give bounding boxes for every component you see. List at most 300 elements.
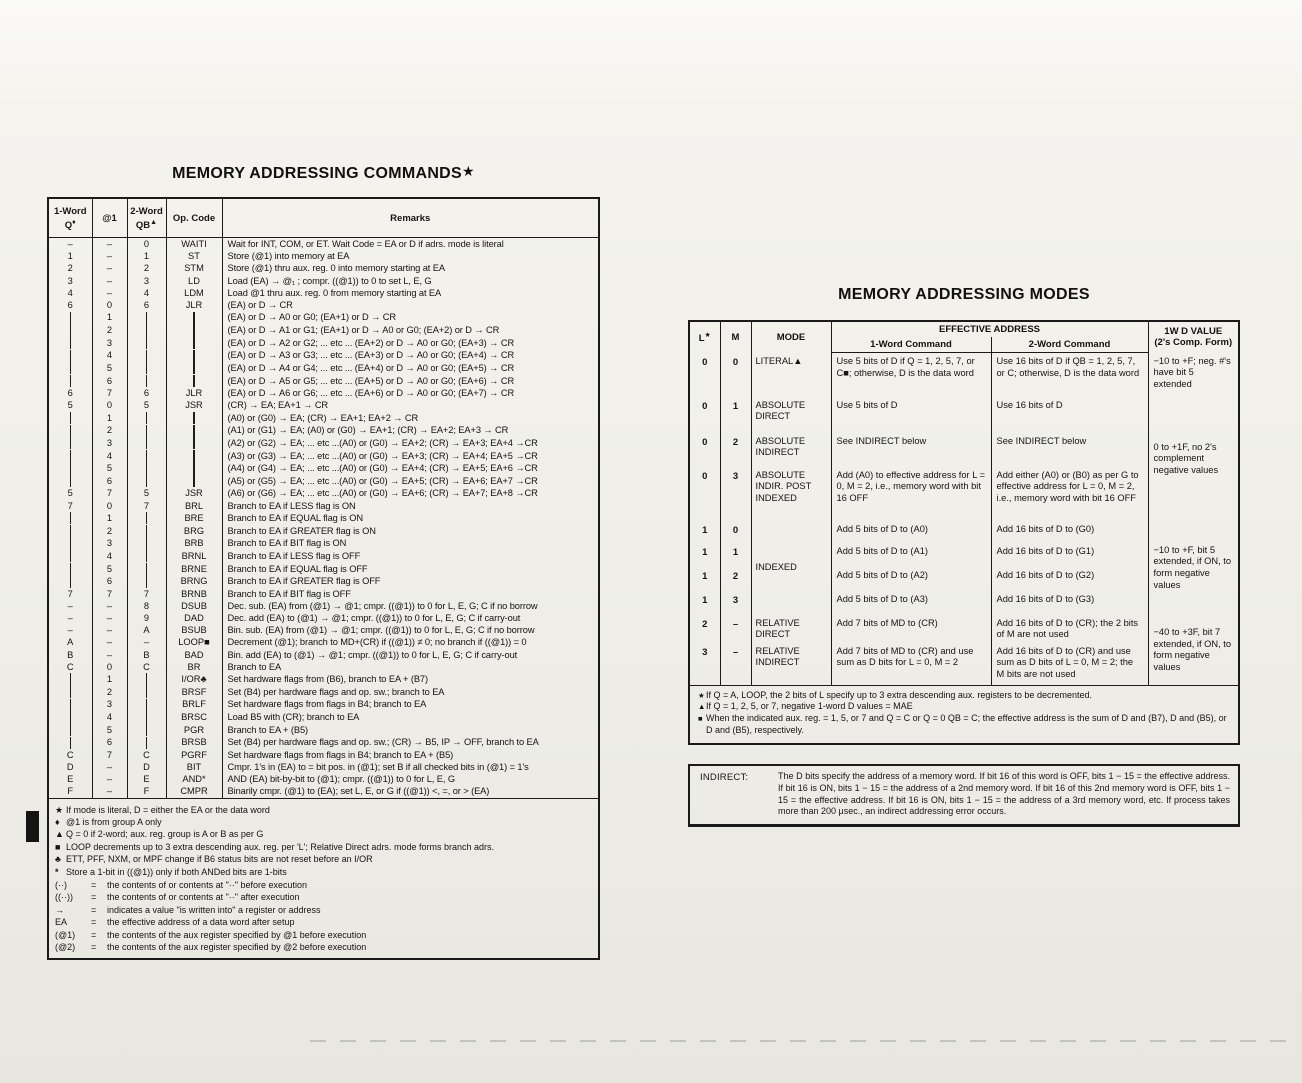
cell-at1: – [92,624,127,636]
command-row [49,475,598,488]
command-row [49,624,598,636]
cell-q [49,349,92,362]
cell-mode: ABSOLUTE INDIR. POST INDEXED [751,467,831,521]
col-header-2word-qb: 2-Word QB▲ [127,199,166,238]
cell-at1: 0 [92,661,127,673]
cell-remarks: Branch to EA if EQUAL flag is ON [227,512,363,523]
cell-q: – [49,600,92,612]
command-row [49,500,598,512]
cell-q: 1 [49,250,92,262]
cell-opcode: BRLF [166,698,222,711]
cell-mode: RELATIVE INDIRECT [751,643,831,685]
continuation-bar [146,475,147,487]
cell-1word: Add 5 bits of D to (A1) [831,543,991,567]
cell-qb: 8 [127,600,166,612]
cell-at1: 6 [92,475,127,488]
cell-opcode: CMPR [166,785,222,797]
cell-q: C [49,661,92,673]
cell-remarks: Decrement (@1); branch to MD+(CR) if ((@1)) ≠ 0; no branch if ((@1)) = 0 [227,637,527,648]
continuation-bar [70,412,71,424]
command-row [49,686,598,699]
cell-opcode: BRNE [166,562,222,575]
cell-mode: ABSOLUTE DIRECT [751,397,831,433]
cell-remarks: AND (EA) bit-by-bit to (@1); cmpr. ((@1)) to 0 for L, E, G [227,774,455,785]
cell-qb [127,311,166,324]
cell-at1: 1 [92,673,127,686]
cell-m: 2 [720,433,751,467]
cell-qb [127,550,166,563]
cell-remarks: (EA) or D → CR [227,300,293,311]
continuation-bar [70,686,71,698]
cell-qb: 5 [127,487,166,499]
cell-qb [127,374,166,387]
continuation-bar [70,563,71,575]
cell-q [49,698,92,711]
cell-at1: – [92,761,127,773]
cell-mode: INDEXED [751,521,831,615]
cell-qb [127,424,166,437]
cell-opcode: BRNG [166,575,222,588]
cell-remarks: (A0) or (G0) → EA; (CR) → EA+1; EA+2 → CR [227,412,419,423]
cell-opcode: LDM [166,287,222,299]
col-header-l: L★ [690,322,720,353]
command-row [49,512,598,525]
cell-opcode: BIT [166,761,222,773]
cell-q [49,475,92,488]
continuation-bar [146,724,147,736]
modes-header-row-1 [690,322,1238,337]
continuation-bar [70,324,71,336]
cell-opcode: JSR [166,399,222,411]
cell-qb [127,575,166,588]
continuation-bar [146,437,147,449]
cell-q [49,337,92,350]
cell-qb: 7 [127,500,166,512]
legend-term: → [55,904,64,915]
continuation-bar [146,450,147,462]
cell-at1: 1 [92,411,127,424]
continuation-bar [70,350,71,362]
cell-remarks: Branch to EA if BIT flag is ON [227,538,347,549]
cell-q [49,673,92,686]
cell-q: 2 [49,262,92,274]
legend-term: EA [55,917,68,928]
cell-at1: 1 [92,512,127,525]
cell-remarks: Branch to EA if GREATER flag is OFF [227,576,381,587]
cell-remarks: Store (@1) into memory at EA [227,251,350,262]
continuation-bar [146,711,147,723]
continuation-bar [193,450,194,462]
col-header-mode: MODE [751,322,831,353]
cell-q [49,724,92,737]
indirect-text: The D bits specify the address of a memory word. If bit 16 of this word is OFF, bits 1 − 15 = the effective address. If bit 16 is ON, bits 1 − 15 = the address of a 2nd memory word. If bit 16 of this 2nd memory word is OFF, bits 1 − 15 = the effective address. If bit 16 is ON, bits 1 − 15 = the address of a 3rd memory word, etc. If process takes more than 200 μsec., an indirect addressing error occurs. [778,771,1230,817]
cell-remarks: Store (@1) thru aux. reg. 0 into memory starting at EA [227,263,445,274]
cell-q [49,424,92,437]
cell-remarks: Dec. add (EA) to (@1) → @1; cmpr. ((@1)) to 0 for L, E, G; C if carry-out [227,612,521,623]
commands-title-text: MEMORY ADDRESSING COMMANDS [172,165,463,182]
cell-qb: B [127,649,166,661]
command-row [49,238,598,251]
cell-q: C [49,749,92,761]
legend-line [55,941,592,953]
cell-qb: A [127,624,166,636]
indirect-label: INDIRECT: [700,772,749,783]
command-row [49,785,598,797]
cell-q: – [49,238,92,251]
command-row [49,250,598,262]
continuation-bar [70,337,71,349]
cell-at1: – [92,250,127,262]
cell-opcode: JSR [166,487,222,499]
cell-q: F [49,785,92,797]
cell-q [49,512,92,525]
cell-q [49,437,92,450]
command-row [49,537,598,550]
command-row [49,711,598,724]
footnote-line [55,816,592,828]
command-row [49,673,598,686]
continuation-bar [70,537,71,549]
cell-qb: C [127,749,166,761]
cell-opcode [166,475,222,488]
continuation-bar [146,425,147,437]
continuation-bar [70,425,71,437]
cell-opcode: BR [166,661,222,673]
cell-qb [127,711,166,724]
cell-q [49,537,92,550]
cell-2word: Add 16 bits of D to (CR); the 2 bits of M are not used [991,615,1148,643]
cell-remarks: (EA) or D → A2 or G2; ... etc ... (EA+2) or D → A0 or G0; (EA+3) → CR [227,337,515,348]
cell-q: E [49,773,92,785]
cell-1word: Add 7 bits of MD to (CR) and use sum as D bits for L = 0, M = 2 [831,643,991,685]
cell-at1: – [92,262,127,274]
cell-q [49,374,92,387]
cell-qb [127,512,166,525]
continuation-bar [146,575,147,587]
command-row [49,487,598,499]
continuation-bar [70,575,71,587]
continuation-bar [70,512,71,524]
cell-q: – [49,612,92,624]
cell-qb [127,475,166,488]
cell-q: 7 [49,500,92,512]
continuation-bar [70,437,71,449]
cell-remarks: (A1) or (G1) → EA; (A0) or (G0) → EA+1; (CR) → EA+2; EA+3 → CR [227,425,509,436]
continuation-bar [70,450,71,462]
footnote-symbol: ▲ [698,702,706,712]
cell-opcode [166,411,222,424]
cell-opcode [166,462,222,475]
cell-2word: See INDIRECT below [991,433,1148,467]
modes-footnote-block [690,685,1238,743]
cell-remarks: (A2) or (G2) → EA; ... etc ...(A0) or (G0) → EA+2; (CR) → EA+3; EA+4 →CR [227,437,538,448]
continuation-bar [193,375,194,387]
cell-remarks: Branch to EA if EQUAL flag is OFF [227,563,368,574]
triangle-footnote-marker: ▲ [150,218,158,226]
cell-at1: 3 [92,437,127,450]
cell-qb [127,362,166,375]
cell-remarks: Branch to EA if BIT flag is OFF [227,588,351,599]
cell-opcode [166,424,222,437]
footnote-text: @1 is from group A only [66,817,162,828]
cell-at1: 4 [92,550,127,563]
legend-line [55,891,592,903]
cell-m: 2 [720,567,751,591]
col-header-1w-d-value: 1W D VALUE (2's Comp. Form) [1154,326,1233,349]
cell-1word: Add 5 bits of D to (A3) [831,591,991,615]
legend-text: the effective address of a data word after setup [107,917,295,928]
cell-remarks: (EA) or D → A1 or G1; (EA+1) or D → A0 or G0; (EA+2) or D → CR [227,325,500,336]
footnote-line [55,866,592,878]
cell-opcode: I/OR♣ [166,673,222,686]
cell-at1: – [92,612,127,624]
cell-q: 5 [49,399,92,411]
cell-remarks: Cmpr. 1's in (EA) to = bit pos. in (@1); set B if all checked bits in (@1) = 1's [227,762,529,773]
cell-2word: Add 16 bits of D to (CR) and use sum as D bits of L = 0, M = 2; the M bits are not used [991,643,1148,685]
command-row [49,362,598,375]
command-row [49,387,598,399]
cell-qb: E [127,773,166,785]
legend-line [55,879,592,891]
cell-qb: 9 [127,612,166,624]
footnote-text: Q = 0 if 2-word; aux. reg. group is A or B as per G [66,829,264,840]
continuation-bar [146,686,147,698]
cell-q: 7 [49,588,92,600]
cell-remarks: (A4) or (G4) → EA; ... etc ...(A0) or (G0) → EA+4; (CR) → EA+5; EA+6 →CR [227,463,538,474]
cell-at1: 7 [92,487,127,499]
legend-term: (@2) [55,942,76,953]
continuation-bar [146,512,147,524]
continuation-bar [70,550,71,562]
cell-at1: 5 [92,562,127,575]
command-row [49,437,598,450]
modes-title: MEMORY ADDRESSING MODES [838,286,1090,303]
commands-footnote-block [49,798,598,958]
cell-m: 3 [720,591,751,615]
cell-2word: Use 16 bits of D [991,397,1148,433]
continuation-bar [70,737,71,749]
cell-mode: RELATIVE DIRECT [751,615,831,643]
cell-mode: LITERAL▲ [751,353,831,397]
col-header-1word-command: 1-Word Command [831,337,991,353]
cell-remarks: Bin. sub. (EA) from (@1) → @1; cmpr. ((@1)) to 0 for L, E, G; C if no borrow [227,625,535,636]
cell-qb [127,562,166,575]
mode-row [690,353,1238,397]
cell-qb [127,537,166,550]
cell-at1: – [92,649,127,661]
legend-text: the contents of or contents at "··" after execution [107,892,300,903]
footnote-line [55,841,592,853]
modes-table-body [690,353,1238,685]
cell-q [49,686,92,699]
cell-l: 1 [690,567,720,591]
footnote-symbol: ■ [55,841,61,852]
legend-term: (@1) [55,929,76,940]
legend-text: the contents of the aux register specified by @1 before execution [107,929,367,940]
commands-title [47,163,600,183]
cell-remarks: (EA) or D → A6 or G6; ... etc ... (EA+6) or D → A0 or G0; (EA+7) → CR [227,388,515,399]
continuation-bar [193,324,194,336]
cell-qb: C [127,661,166,673]
command-row [49,575,598,588]
cell-at1: 5 [92,362,127,375]
cell-d-value: −40 to +3F, bit 7 extended, if ON, to form negative values [1153,626,1232,672]
cell-2word: Use 16 bits of D if QB = 1, 2, 5, 7, or C; otherwise, D is the data word [991,353,1148,397]
cell-qb: 3 [127,275,166,287]
cell-l: 0 [690,397,720,433]
cell-l: 1 [690,521,720,543]
cell-at1: – [92,773,127,785]
cell-q: D [49,761,92,773]
command-row [49,773,598,785]
cell-q: 4 [49,287,92,299]
cell-2word: Add 16 bits of D to (G1) [991,543,1148,567]
cell-1word: Add (A0) to effective address for L = 0, M = 2, i.e., memory word with bit 16 OFF [831,467,991,521]
continuation-bar [146,312,147,324]
commands-legend [55,879,592,953]
cell-at1: 0 [92,299,127,311]
commands-table-body [49,238,598,798]
cell-remarks: (EA) or D → A0 or G0; (EA+1) or D → CR [227,312,396,323]
cell-remarks: (CR) → EA; EA+1 → CR [227,400,329,411]
mode-row [690,397,1238,433]
footnote-text: If Q = 1, 2, 5, or 7, negative 1-word D values = MAE [706,701,913,712]
col-header-at1: @1 [92,199,127,238]
cell-at1: 5 [92,724,127,737]
cell-l: 1 [690,591,720,615]
cell-opcode: STM [166,262,222,274]
command-row [49,600,598,612]
commands-footnotes [55,804,592,878]
cell-opcode [166,324,222,337]
cell-remarks: Load B5 with (CR); branch to EA [227,712,360,723]
legend-term: (··) [55,880,67,891]
continuation-bar [146,737,147,749]
cell-qb [127,736,166,749]
command-row [49,462,598,475]
continuation-bar [70,375,71,387]
cell-opcode: LOOP■ [166,636,222,648]
cell-q [49,411,92,424]
command-row [49,698,598,711]
cell-mode: ABSOLUTE INDIRECT [751,433,831,467]
cell-q [49,562,92,575]
cell-opcode: BSUB [166,624,222,636]
continuation-bar [146,412,147,424]
legend-text: the contents of the aux register specified by @2 before execution [107,942,367,953]
cell-opcode: PGR [166,724,222,737]
cell-qb: – [127,636,166,648]
cell-at1: 0 [92,500,127,512]
cell-at1: 3 [92,698,127,711]
cell-opcode [166,349,222,362]
footnote-text: If mode is literal, D = either the EA or the data word [66,804,270,815]
cell-q [49,575,92,588]
cell-2word: Add 16 bits of D to (G2) [991,567,1148,591]
commands-header-row [49,199,598,238]
footnote-symbol: ■ [698,714,703,724]
continuation-bar [193,337,194,349]
cell-opcode: JLR [166,299,222,311]
cell-q: – [49,624,92,636]
command-row [49,524,598,537]
cell-l: 1 [690,543,720,567]
cell-q: 3 [49,275,92,287]
cell-remarks: Load @1 thru aux. reg. 0 from memory starting at EA [227,287,442,298]
cell-qb: 1 [127,250,166,262]
cell-opcode: BRSF [166,686,222,699]
legend-line [55,929,592,941]
cell-at1: – [92,287,127,299]
command-row [49,399,598,411]
cell-at1: 3 [92,337,127,350]
command-row [49,449,598,462]
cell-opcode: BRE [166,512,222,525]
cell-remarks: (EA) or D → A5 or G5; ... etc ... (EA+5) or D → A0 or G0; (EA+6) → CR [227,375,515,386]
col-header-1word-q: 1-Word Q♦ [49,199,92,238]
command-row [49,349,598,362]
cell-qb [127,673,166,686]
continuation-bar [193,462,194,474]
cell-at1: 4 [92,711,127,724]
footnote-symbol: * [55,866,59,877]
memory-addressing-commands-table [47,197,600,960]
command-row [49,287,598,299]
cell-remarks: Set hardware flags from flags in B4; branch to EA + (B5) [227,749,454,760]
cell-at1: 4 [92,449,127,462]
cell-l: 2 [690,615,720,643]
legend-equals: = [91,892,97,903]
cell-qb: 4 [127,287,166,299]
cell-at1: 2 [92,524,127,537]
cell-opcode: BRG [166,524,222,537]
continuation-bar [70,462,71,474]
cell-qb [127,698,166,711]
footnote-line [698,713,1230,737]
continuation-bar [193,350,194,362]
cell-1word: See INDIRECT below [831,433,991,467]
continuation-bar [146,337,147,349]
cell-m: 1 [720,543,751,567]
command-row [49,374,598,387]
continuation-bar [70,525,71,537]
cell-qb [127,437,166,450]
cell-at1: 5 [92,462,127,475]
cell-opcode [166,311,222,324]
cell-2word: Add 16 bits of D to (G0) [991,521,1148,543]
cell-qb: 6 [127,299,166,311]
footnote-symbol: ♦ [55,817,60,828]
cell-opcode: ST [166,250,222,262]
diamond-footnote-marker: ♦ [72,218,76,226]
cell-qb [127,524,166,537]
cell-remarks: (EA) or D → A3 or G3; ... etc ... (EA+3) or D → A0 or G0; (EA+4) → CR [227,350,515,361]
continuation-bar [146,350,147,362]
cell-at1: 3 [92,537,127,550]
cell-l: 0 [690,467,720,521]
cell-qb: 5 [127,399,166,411]
continuation-bar [70,711,71,723]
cell-1word: Add 7 bits of MD to (CR) [831,615,991,643]
cell-1word: Use 5 bits of D if Q = 1, 2, 5, 7, or C■; otherwise, D is the data word [831,353,991,397]
col-header-m: M [720,322,751,353]
continuation-bar [70,475,71,487]
cell-q [49,311,92,324]
cell-1word: Add 5 bits of D to (A2) [831,567,991,591]
command-row [49,636,598,648]
cell-opcode: DSUB [166,600,222,612]
legend-line [55,904,592,916]
